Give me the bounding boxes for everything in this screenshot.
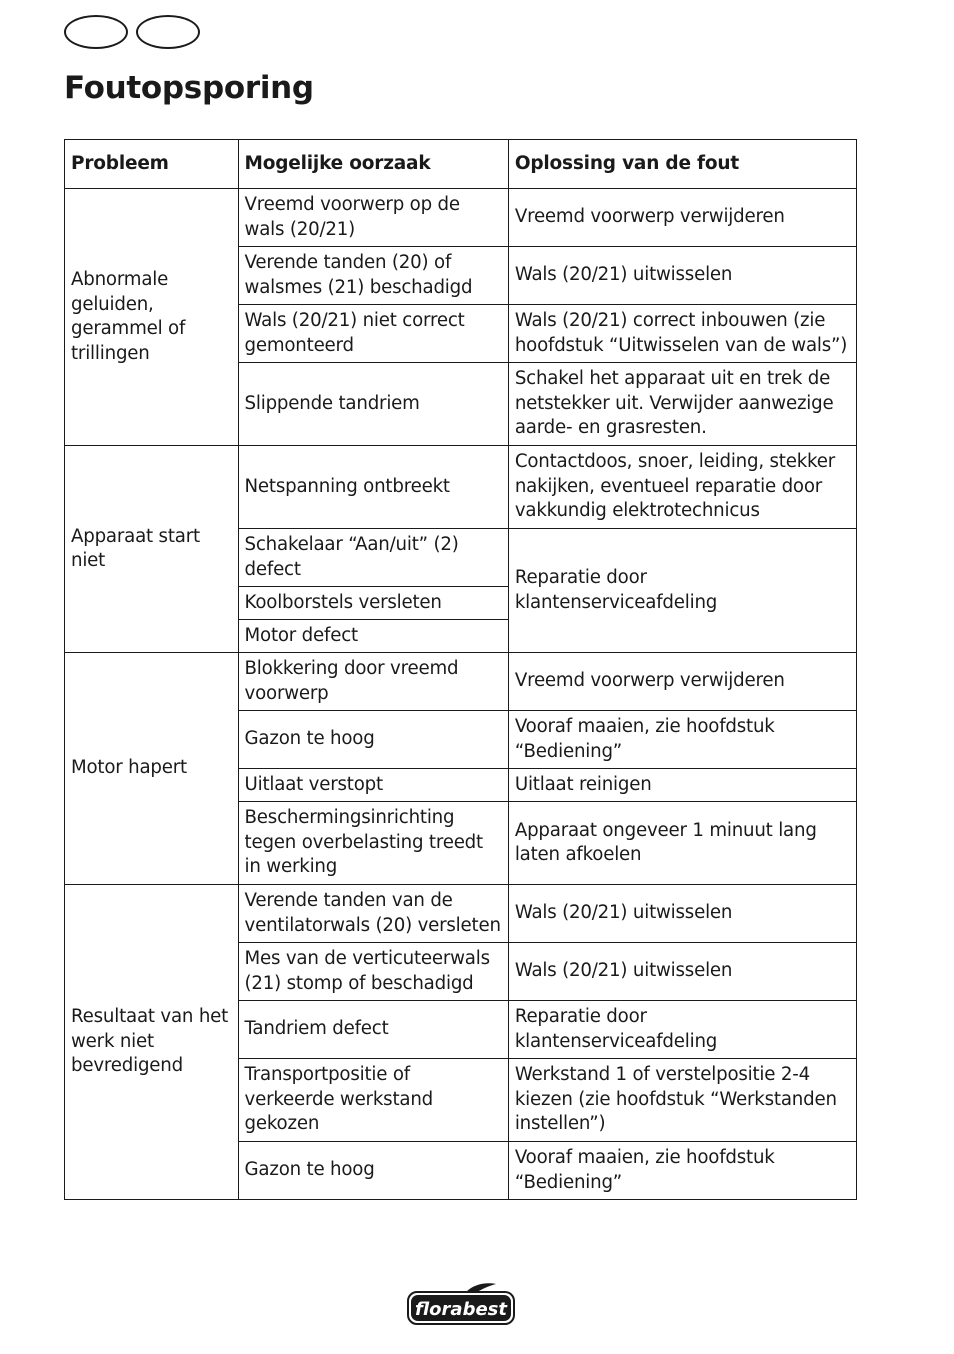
cause-cell: Tandriem defect <box>238 1001 508 1059</box>
solution-cell: Wals (20/21) uitwisselen <box>508 885 856 943</box>
solution-cell: Uitlaat reinigen <box>508 769 856 802</box>
header-cause: Mogelijke oorzaak <box>238 140 508 189</box>
cause-cell: Verende tanden van de ventilatorwals (20) versleten <box>238 885 508 943</box>
cause-cell: Blokkering door vreemd voorwerp <box>238 653 508 711</box>
solution-cell: Werkstand 1 of verstelpositie 2-4 kiezen (zie hoofdstuk “Werkstanden instellen”) <box>508 1059 856 1142</box>
cause-cell: Schakelaar “Aan/uit” (2) defect <box>238 529 508 587</box>
header-solution: Oplossing van de fout <box>508 140 856 189</box>
solution-cell: Wals (20/21) uitwisselen <box>508 247 856 305</box>
cause-cell: Motor defect <box>238 620 508 653</box>
solution-cell: Vooraf maaien, zie hoofdstuk “Bediening” <box>508 711 856 769</box>
table-row <box>65 446 857 529</box>
solution-cell: Apparaat ongeveer 1 minuut lang laten afkoelen <box>508 802 856 885</box>
brand-text: florabest <box>415 1299 507 1320</box>
solution-cell: Contactdoos, snoer, leiding, stekker nakijken, eventueel reparatie door vakkundig elektrotechnicus <box>508 446 856 529</box>
solution-cell: Vreemd voorwerp verwijderen <box>508 189 856 247</box>
cause-cell: Uitlaat verstopt <box>238 769 508 802</box>
cause-cell: Mes van de verticuteerwals (21) stomp of beschadigd <box>238 943 508 1001</box>
cause-cell: Transportpositie of verkeerde werkstand gekozen <box>238 1059 508 1142</box>
solution-cell: Reparatie door klantenserviceafdeling <box>508 1001 856 1059</box>
florabest-logo-graphic <box>406 1282 516 1328</box>
problem-cell: Abnormale geluiden, gerammel of trillingen <box>65 189 239 446</box>
cause-cell: Wals (20/21) niet correct gemonteerd <box>238 305 508 363</box>
header-problem: Probleem <box>65 140 239 189</box>
solution-cell: Reparatie door klantenserviceafdeling <box>508 529 856 653</box>
cause-cell: Gazon te hoog <box>238 1142 508 1200</box>
table-row <box>65 189 857 247</box>
cause-cell: Vreemd voorwerp op de wals (20/21) <box>238 189 508 247</box>
language-badge-2 <box>136 15 200 49</box>
solution-cell: Wals (20/21) uitwisselen <box>508 943 856 1001</box>
cause-cell: Gazon te hoog <box>238 711 508 769</box>
language-badge-1 <box>64 15 128 49</box>
table-row <box>65 885 857 943</box>
solution-cell: Vreemd voorwerp verwijderen <box>508 653 856 711</box>
florabest-logo <box>406 1282 516 1332</box>
page-title: Foutopsporing <box>64 70 314 106</box>
cause-cell: Slippende tandriem <box>238 363 508 446</box>
cause-cell: Beschermingsinrichting tegen overbelasting treedt in werking <box>238 802 508 885</box>
solution-cell: Vooraf maaien, zie hoofdstuk “Bediening” <box>508 1142 856 1200</box>
language-badges <box>64 15 200 49</box>
cause-cell: Netspanning ontbreekt <box>238 446 508 529</box>
table-header-row <box>65 140 857 189</box>
problem-cell: Motor hapert <box>65 653 239 885</box>
cause-cell: Verende tanden (20) of walsmes (21) beschadigd <box>238 247 508 305</box>
problem-cell: Apparaat start niet <box>65 446 239 653</box>
troubleshooting-table <box>64 139 857 1200</box>
solution-cell: Schakel het apparaat uit en trek de netstekker uit. Verwijder aanwezige aarde- en grasresten. <box>508 363 856 446</box>
problem-cell: Resultaat van het werk niet bevredigend <box>65 885 239 1200</box>
cause-cell: Koolborstels versleten <box>238 587 508 620</box>
solution-cell: Wals (20/21) correct inbouwen (zie hoofdstuk “Uitwisselen van de wals”) <box>508 305 856 363</box>
table-row <box>65 653 857 711</box>
